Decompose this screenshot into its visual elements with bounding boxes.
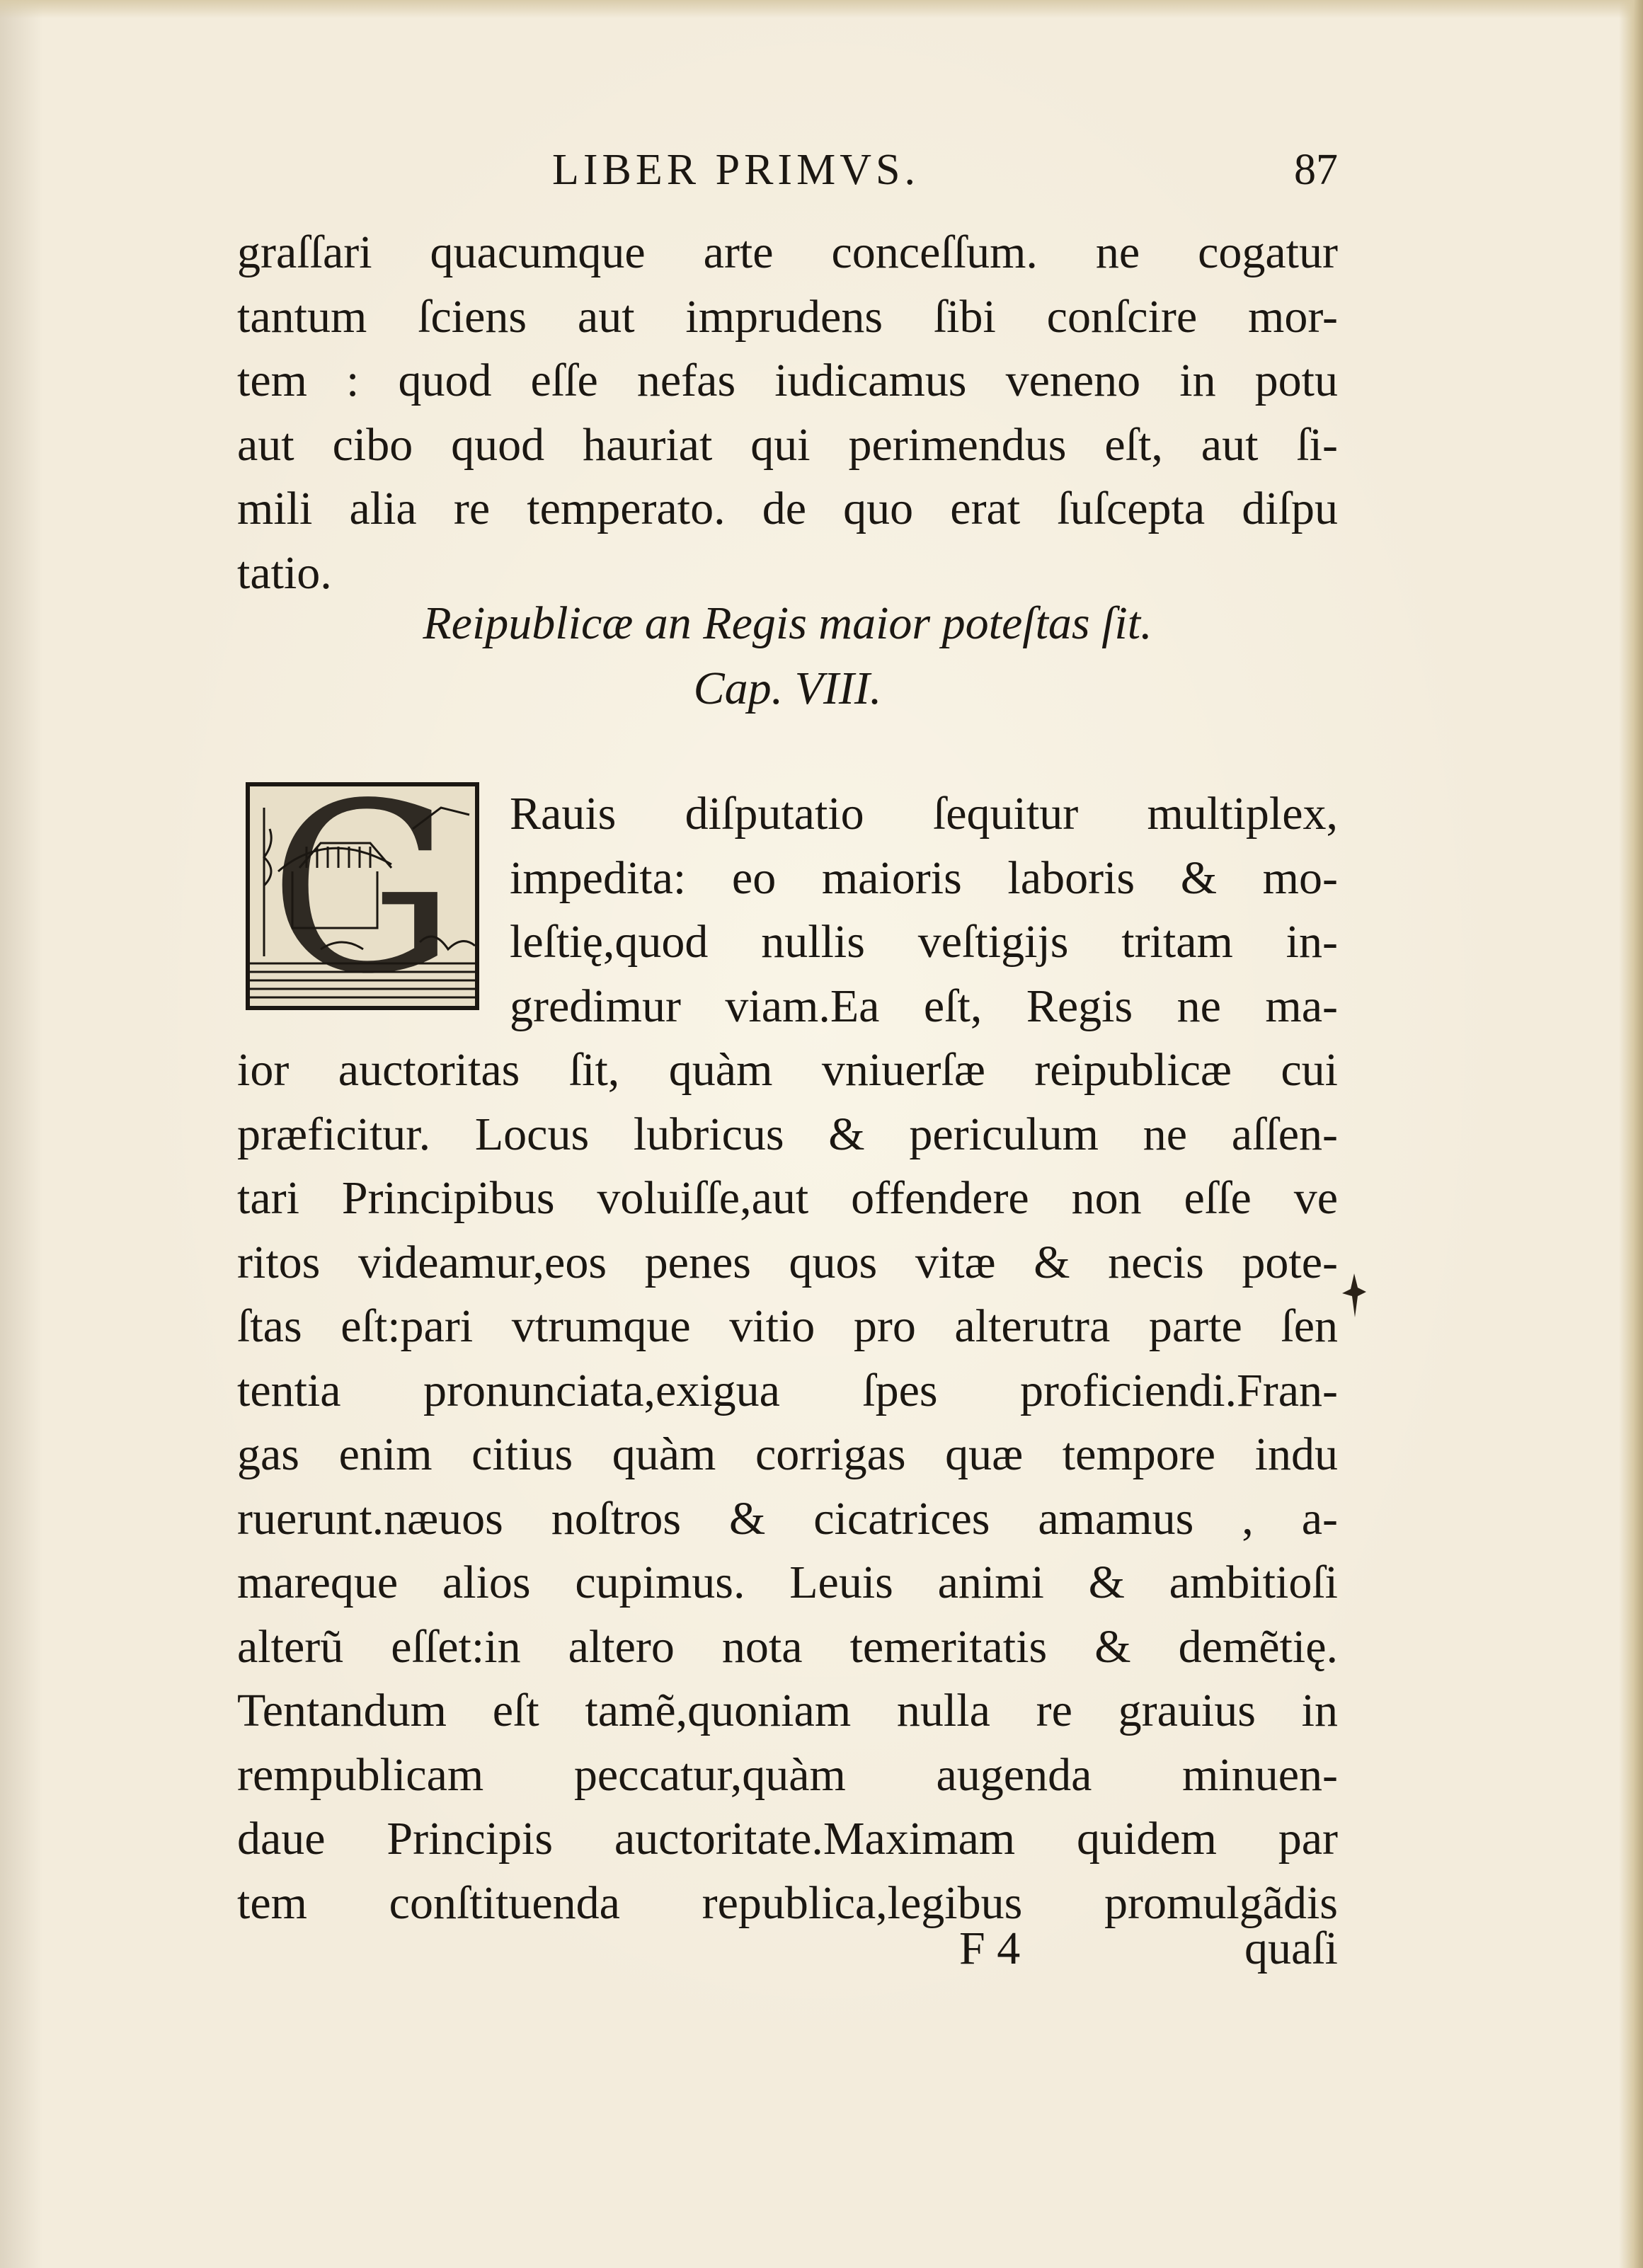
text-line: rempublicam peccatur,quàm augenda minuen- bbox=[237, 1748, 1338, 1801]
text-line: gas enim citius quàm corrigas quæ tempore indu bbox=[237, 1428, 1338, 1480]
chapter-title: Reipublicæ an Regis maior poteſtas ſit. bbox=[423, 597, 1152, 649]
text-line: mili alia re temperato. de quo erat ſuſcepta diſpu bbox=[237, 483, 1338, 534]
initial-letter: G bbox=[269, 782, 456, 1010]
text-line: tem conſtituenda republica,legibus promulgãdis bbox=[237, 1877, 1338, 1929]
text-line: tari Principibus voluiſſe,aut offendere non eſſe ve bbox=[237, 1172, 1338, 1224]
chapter-number: Cap. VIII. bbox=[693, 663, 882, 714]
text-line: daue Principis auctoritate.Maximam quidem par bbox=[237, 1813, 1338, 1865]
text-line: Rauis diſputatio ſequitur multiplex, bbox=[510, 788, 1338, 840]
text-line: præficitur. Locus lubricus & periculum ne aſſen- bbox=[237, 1108, 1338, 1160]
text-line: ior auctoritas ſit, quàm vniuerſæ reipublicæ cui bbox=[237, 1044, 1338, 1096]
signature-mark: F 4 bbox=[959, 1923, 1021, 1974]
text-line: ruerunt.næuos noſtros & cicatrices amamus , a- bbox=[237, 1492, 1338, 1545]
text-line: gredimur viam.Ea eſt, Regis ne ma- bbox=[510, 980, 1338, 1032]
running-title: LIBER PRIMVS. bbox=[552, 146, 920, 194]
page-number: 87 bbox=[1294, 146, 1338, 194]
catchword: quaſi bbox=[1244, 1923, 1338, 1974]
text-line: tatio. bbox=[237, 546, 332, 599]
text-line: leſtię,quod nullis veſtigijs tritam in- bbox=[510, 916, 1338, 968]
text-line: ſtas eſt:pari vtrumque vitio pro alterutra parte ſen bbox=[237, 1300, 1338, 1352]
page-right-edge bbox=[1619, 0, 1643, 2268]
text-line: Tentandum eſt tamẽ,quoniam nulla re grauius in bbox=[237, 1685, 1338, 1736]
text-line: tentia pronunciata,exigua ſpes proficiendi.Fran- bbox=[237, 1364, 1338, 1416]
chapter-heading bbox=[237, 591, 1338, 721]
text-line: tantum ſciens aut imprudens ſibi conſcire mor- bbox=[237, 290, 1338, 343]
text-line: tem : quod eſſe nefas iudicamus veneno in potu bbox=[237, 355, 1338, 406]
text-line: alterũ eſſet:in altero nota temeritatis & demẽtię. bbox=[237, 1620, 1338, 1673]
marginal-mark-icon bbox=[1339, 1271, 1369, 1320]
text-line: mareque alios cupimus. Leuis animi & ambitioſi bbox=[237, 1557, 1338, 1608]
page-top-edge bbox=[0, 0, 1643, 18]
text-block-top bbox=[237, 221, 1338, 605]
text-line: ritos videamur,eos penes quos vitæ & necis pote- bbox=[237, 1236, 1338, 1288]
text-line: graſſari quacumque arte conceſſum. ne cogatur bbox=[237, 227, 1338, 278]
running-header bbox=[234, 142, 1338, 198]
text-block-body bbox=[237, 782, 1338, 1935]
page-footer bbox=[237, 1917, 1338, 1981]
text-line: impedita: eo maioris laboris & mo- bbox=[510, 852, 1338, 904]
text-line: aut cibo quod hauriat qui perimendus eſt, aut ſi- bbox=[237, 418, 1338, 471]
